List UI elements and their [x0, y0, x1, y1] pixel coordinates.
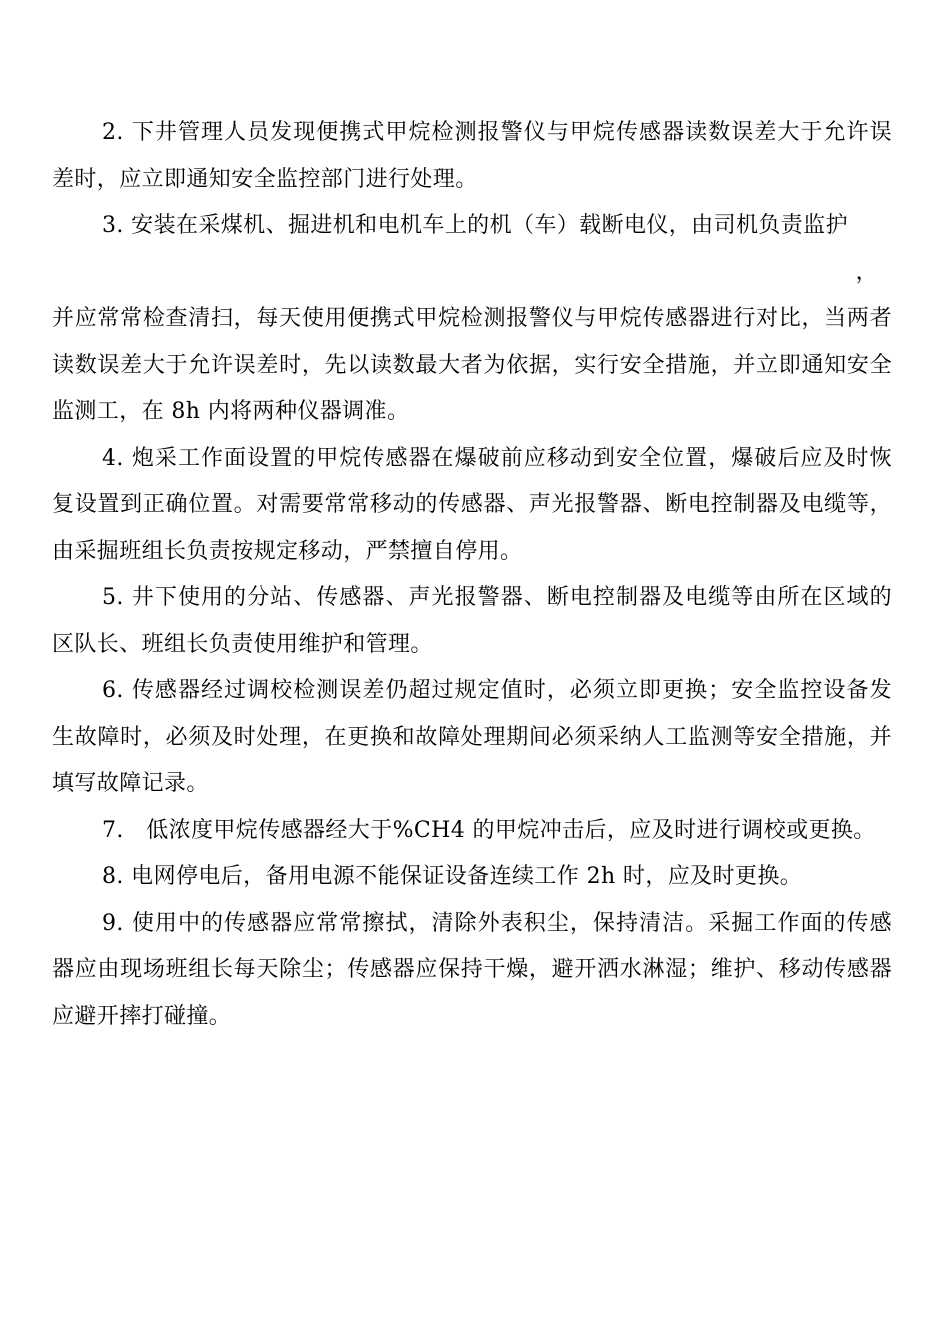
paragraph-6: 6. 传感器经过调校检测误差仍超过规定值时，必须立即更换；安全监控设备发生故障时，必须及时处理，在更换和故障处理期间必须采纳人工监测等安全措施，并填写故障记录。	[52, 678, 892, 796]
paragraph-3	[52, 203, 892, 436]
paragraph-3-continuation: 并应常常检查清扫，每天使用便携式甲烷检测报警仪与甲烷传感器进行对比，当两者读数误差大于允许误差时，先以读数最大者为依据，实行安全措施，并立即通知安全监测工，在 8h 内将两种仪器调准。	[52, 306, 892, 424]
paragraph-3-gap-line	[52, 250, 892, 297]
paragraph-4: 4. 炮采工作面设置的甲烷传感器在爆破前应移动到安全位置，爆破后应及时恢复设置到正确位置。对需要常常移动的传感器、声光报警器、断电控制器及电缆等，由采掘班组长负责按规定移动，严禁擅自停用。	[52, 445, 892, 564]
document-body	[52, 110, 892, 1040]
paragraph-9: 9. 使用中的传感器应常常擦拭，清除外表积尘，保持清洁。采掘工作面的传感器应由现场班组长每天除尘；传感器应保持干燥，避开洒水淋湿；维护、移动传感器应避开摔打碰撞。	[52, 910, 892, 1029]
paragraph-3-line-1: 3. 安装在采煤机、掘进机和电机车上的机（车）载断电仪，由司机负责监护	[102, 213, 848, 238]
paragraph-3-trailing-comma: ，	[855, 259, 878, 285]
paragraph-7: 7. 低浓度甲烷传感器经大于%CH4 的甲烷冲击后，应及时进行调校或更换。	[102, 817, 876, 843]
paragraph-5: 5. 井下使用的分站、传感器、声光报警器、断电控制器及电缆等由所在区域的区队长、班组长负责使用维护和管理。	[52, 585, 892, 657]
paragraph-8: 8. 电网停电后，备用电源不能保证设备连续工作 2h 时，应及时更换。	[102, 864, 803, 889]
paragraph-2: 2. 下井管理人员发现便携式甲烷检测报警仪与甲烷传感器读数误差大于允许误差时，应立即通知安全监控部门进行处理。	[52, 120, 892, 192]
